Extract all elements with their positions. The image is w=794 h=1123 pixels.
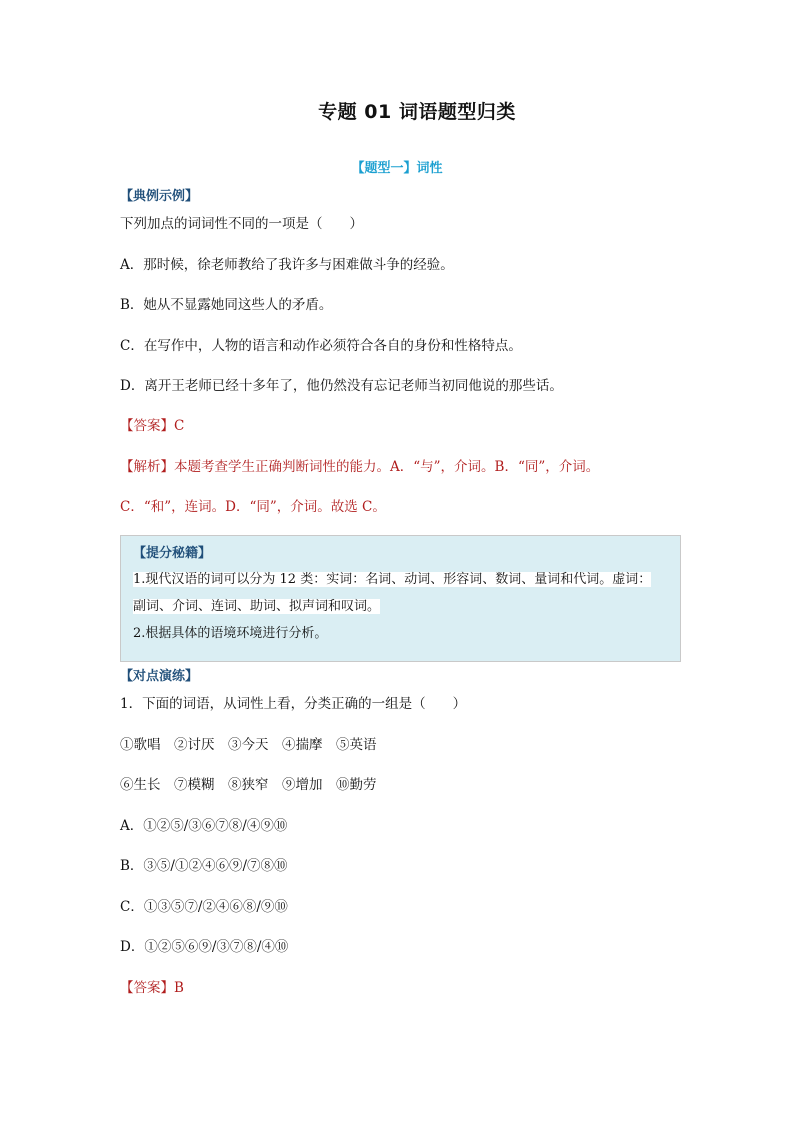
practice-option-b: B．③⑤/①②④⑥⑨/⑦⑧⑩ <box>120 858 288 874</box>
example-option-a: A．那时候，徐老师教给了我许多与困难做斗争的经验。 <box>120 257 454 273</box>
tips-line-3: 2.根据具体的语境环境进行分析。 <box>133 626 328 641</box>
practice-heading: 【对点演练】 <box>120 669 199 684</box>
section-title: 【题型一】词性 <box>351 161 443 176</box>
tips-line-2 <box>133 595 380 614</box>
practice-question: 1．下面的词语，从词性上看，分类正确的一组是（ ） <box>120 696 467 712</box>
tips-line-2-text: 副词、介词、连词、助词、拟声词和叹词。 <box>133 599 381 614</box>
practice-option-a: A．①②⑤/③⑥⑦⑧/④⑨⑩ <box>120 818 288 834</box>
practice-words-row-1: ①歌唱 ②讨厌 ③今天 ④揣摩 ⑤英语 <box>120 737 377 753</box>
example-answer: 【答案】C <box>120 418 185 434</box>
page-title: 专题 01 词语题型归类 <box>318 101 516 123</box>
tips-box <box>120 535 681 662</box>
example-option-c: C．在写作中，人物的语言和动作必须符合各自的身份和性格特点。 <box>120 338 522 354</box>
tips-heading: 【提分秘籍】 <box>133 546 212 561</box>
practice-option-c: C．①③⑤⑦/②④⑥⑧/⑨⑩ <box>120 899 288 915</box>
practice-answer: 【答案】B <box>120 980 184 996</box>
example-analysis-line1: 【解析】本题考查学生正确判断词性的能力。A．“与”，介词。B．“同”，介词。 <box>120 459 600 475</box>
example-option-b: B．她从不显露她同这些人的矛盾。 <box>120 297 333 313</box>
tips-line-1-text: 1.现代汉语的词可以分为 12 类：实词：名词、动词、形容词、数词、量词和代词。虚词： <box>133 572 652 587</box>
example-heading: 【典例示例】 <box>120 189 199 204</box>
example-question: 下列加点的词词性不同的一项是（ ） <box>120 216 363 232</box>
example-analysis-line2: C．“和”，连词。D．“同”，介词。故选 C。 <box>120 499 386 515</box>
practice-option-d: D．①②⑤⑥⑨/③⑦⑧/④⑩ <box>120 939 289 955</box>
practice-words-row-2: ⑥生长 ⑦模糊 ⑧狭窄 ⑨增加 ⑩勤劳 <box>120 777 377 793</box>
example-option-d: D．离开王老师已经十多年了，他仍然没有忘记老师当初同他说的那些话。 <box>120 378 563 394</box>
tips-line-1 <box>133 568 651 587</box>
